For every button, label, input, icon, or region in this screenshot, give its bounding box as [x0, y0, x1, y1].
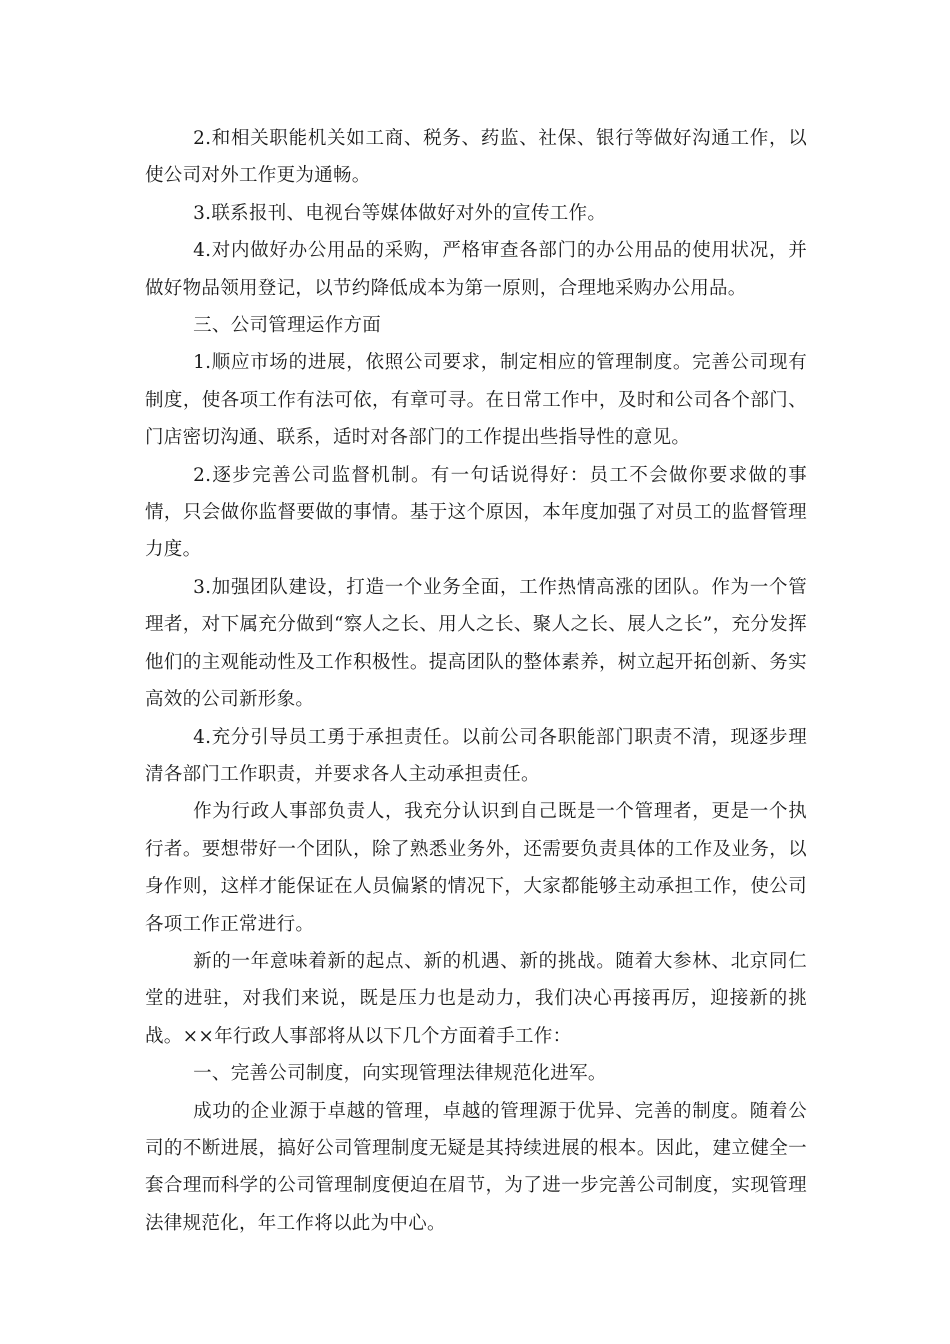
paragraph-item-3-media: 3.联系报刊、电视台等媒体做好对外的宣传工作。	[193, 202, 607, 224]
paragraph-item-3-team: 3.加强团队建设，打造一个业务全面，工作热情高涨的团队。作为一个管理者，对下属充分做到“察人之长、用人之长、聚人之长、展人之长”，充分发挥他们的主观能动性及工作积极性。提高团队的整体素养，树立起开拓创新、务实高效的公司新形象。	[145, 576, 807, 711]
paragraph-item-2-supervision: 2.逐步完善公司监督机制。有一句话说得好：员工不会做你要求做的事情，只会做你监督要做的事情。基于这个原因，本年度加强了对员工的监督管理力度。	[145, 464, 807, 561]
section-heading-management: 三、公司管理运作方面	[193, 315, 382, 337]
paragraph-item-2-communication: 2.和相关职能机关如工商、税务、药监、社保、银行等做好沟通工作，以使公司对外工作更为通畅。	[145, 128, 807, 187]
paragraph-item-4-office-supplies: 4.对内做好办公用品的采购，严格审查各部门的办公用品的使用状况，并做好物品领用登记，以节约降低成本为第一原则，合理地采购办公用品。	[145, 240, 807, 299]
paragraph-new-year: 新的一年意味着新的起点、新的机遇、新的挑战。随着大参林、北京同仁堂的进驻，对我们来说，既是压力也是动力，我们决心再接再厉，迎接新的挑战。××年行政人事部将从以下几个方面着手工作：	[145, 950, 807, 1047]
paragraph-department-head: 作为行政人事部负责人，我充分认识到自己既是一个管理者，更是一个执行者。要想带好一个团队，除了熟悉业务外，还需要负责具体的工作及业务，以身作则，这样才能保证在人员偏紧的情况下，大家都能够主动承担工作，使公司各项工作正常进行。	[145, 801, 807, 935]
section-heading-company-system: 一、完善公司制度，向实现管理法律规范化进军。	[193, 1063, 607, 1085]
paragraph-item-4-responsibility: 4.充分引导员工勇于承担责任。以前公司各职能部门职责不清，现逐步理清各部门工作职责，并要求各人主动承担责任。	[145, 726, 807, 785]
paragraph-successful-enterprise: 成功的企业源于卓越的管理，卓越的管理源于优异、完善的制度。随着公司的不断进展，搞好公司管理制度无疑是其持续进展的根本。因此，建立健全一套合理而科学的公司管理制度便迫在眉节，为了进一步完善公司制度，实现管理法律规范化，年工作将以此为中心。	[145, 1100, 807, 1234]
paragraph-item-1-market: 1.顺应市场的进展，依照公司要求，制定相应的管理制度。完善公司现有制度，使各项工作有法可依，有章可寻。在日常工作中，及时和公司各个部门、门店密切沟通、联系，适时对各部门的工作提出些指导性的意见。	[145, 352, 807, 449]
document-body	[145, 120, 807, 1242]
